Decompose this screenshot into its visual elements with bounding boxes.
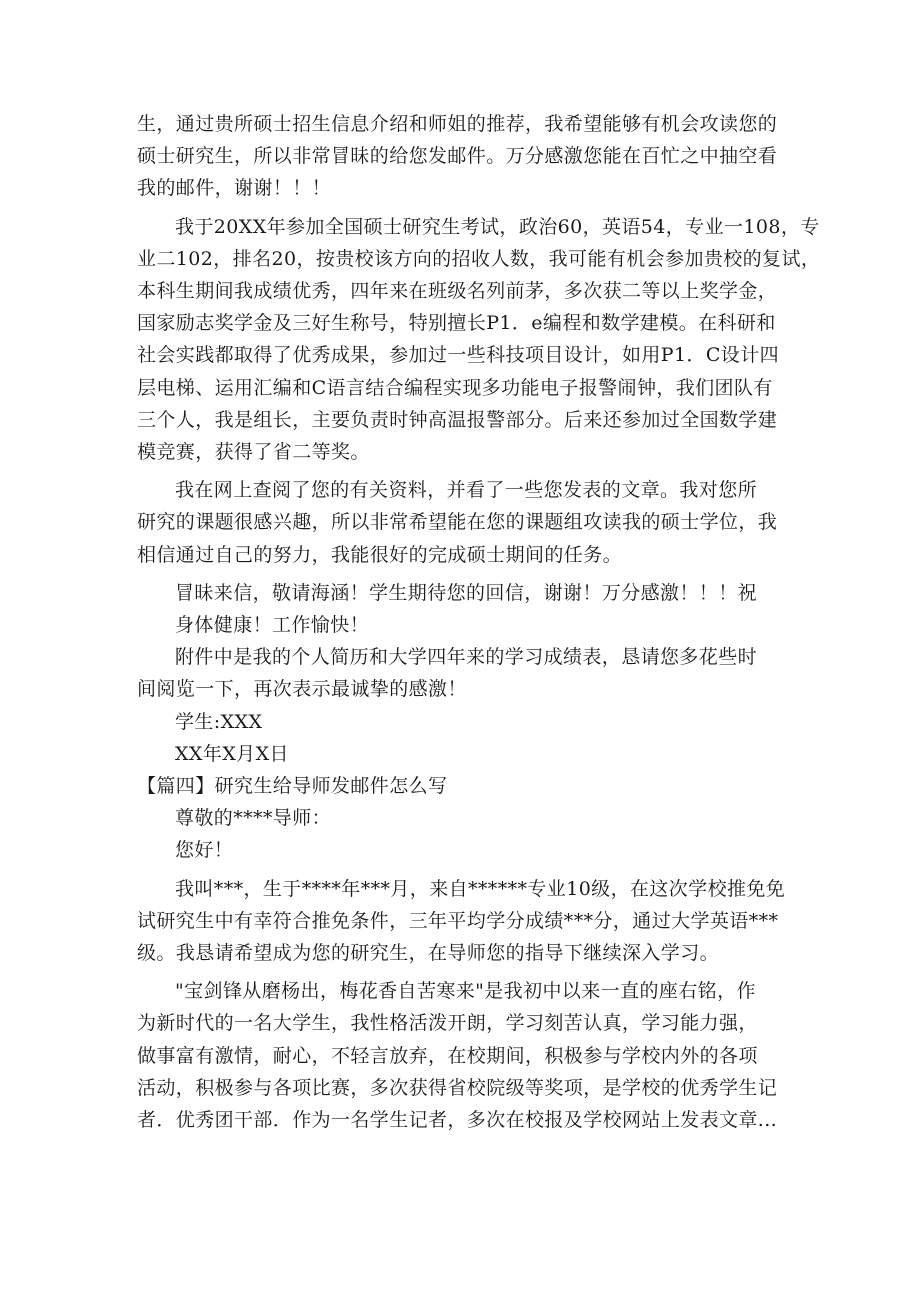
text-line: 模竞赛，获得了省二等奖。 (137, 441, 370, 464)
text-line: 本科生期间我成绩优秀，四年来在班级名列前茅，多次获二等以上奖学金， (137, 280, 778, 303)
paragraph (137, 873, 797, 970)
text-line: XX年X月X日 (175, 742, 289, 765)
text-line: 我在网上查阅了您的有关资料，并看了一些您发表的文章。我对您所 (175, 479, 758, 502)
paragraph (137, 211, 821, 469)
text-line: 我于20XX年参加全国硕士研究生考试，政治60，英语54，专业一108，专 (175, 215, 820, 238)
signature-student (137, 706, 797, 738)
text-line: 我的邮件，谢谢！！！ (137, 177, 332, 200)
text-line: 附件中是我的个人简历和大学四年来的学习成绩表，恳请您多花些时 (175, 646, 758, 669)
text-line: 做事富有激情，耐心，不轻言放弃，在校期间，积极参与学校内外的各项 (137, 1044, 758, 1067)
text-line: 活动，积极参与各项比赛，多次获得省校院级等奖项，是学校的优秀学生记 (137, 1076, 778, 1099)
text-line: 尊敬的****导师： (175, 807, 332, 830)
text-line: 冒昧来信，敬请海涵！学生期待您的回信，谢谢！万分感激！！！祝 (175, 581, 758, 604)
paragraph (137, 474, 797, 571)
section-title: 【篇四】研究生给导师发邮件怎么写 (137, 775, 448, 798)
text-line: 相信通过自己的努力，我能很好的完成硕士期间的任务。 (137, 543, 623, 566)
paragraph (137, 641, 797, 705)
text-line: 您好！ (175, 839, 234, 862)
section-heading (137, 770, 797, 802)
text-line: 研究的课题很感兴趣，所以非常希望能在您的课题组攻读我的硕士学位，我 (137, 511, 778, 534)
text-line: 为新时代的一名大学生，我性格活泼开朗，学习刻苦认真，学习能力强， (137, 1012, 758, 1035)
greeting (137, 834, 797, 866)
text-line: 层电梯、运用汇编和C语言结合编程实现多功能电子报警闹钟，我们团队有 (137, 376, 773, 399)
text-line: 社会实践都取得了优秀成果，参加过一些科技项目设计，如用P1．C设计四 (137, 344, 780, 367)
text-line: 学生:XXX (175, 710, 263, 733)
text-line: 间阅览一下，再次表示最诚挚的感激！ (137, 678, 467, 701)
paragraph (137, 609, 797, 641)
text-line: 业二102，排名20，按贵校该方向的招收人数，我可能有机会参加贵校的复试， (137, 247, 821, 270)
text-line: 硕士研究生，所以非常冒昧的给您发邮件。万分感激您能在百忙之中抽空看 (137, 145, 778, 168)
text-line: 三个人，我是组长，主要负责时钟高温报警部分。后来还参加过全国数学建 (137, 408, 778, 431)
paragraph (137, 975, 797, 1136)
text-line: 级。我恳请希望成为您的研究生，在导师您的指导下继续深入学习。 (137, 942, 720, 965)
text-line: 身体健康！工作愉快！ (175, 614, 370, 637)
text-line: 生，通过贵所硕士招生信息介绍和师姐的推荐，我希望能够有机会攻读您的 (137, 113, 778, 135)
paragraph (137, 577, 797, 609)
text-line: 试研究生中有幸符合推免条件，三年平均学分成绩***分，通过大学英语*** (137, 909, 779, 932)
text-line: 我叫***，生于****年***月，来自******专业10级，在这次学校推免免 (175, 877, 786, 900)
text-line: 国家励志奖学金及三好生称号，特别擅长P1．e编程和数学建模。在科研和 (137, 312, 776, 335)
text-line: 者．优秀团干部．作为一名学生记者，多次在校报及学校网站上发表文章... (137, 1109, 778, 1132)
signature-date (137, 738, 797, 770)
paragraph (137, 108, 797, 205)
text-line: "宝剑锋从磨杨出，梅花香自苦寒来"是我初中以来一直的座右铭，作 (175, 980, 756, 1003)
document-page (137, 108, 821, 1136)
salutation (137, 802, 797, 834)
